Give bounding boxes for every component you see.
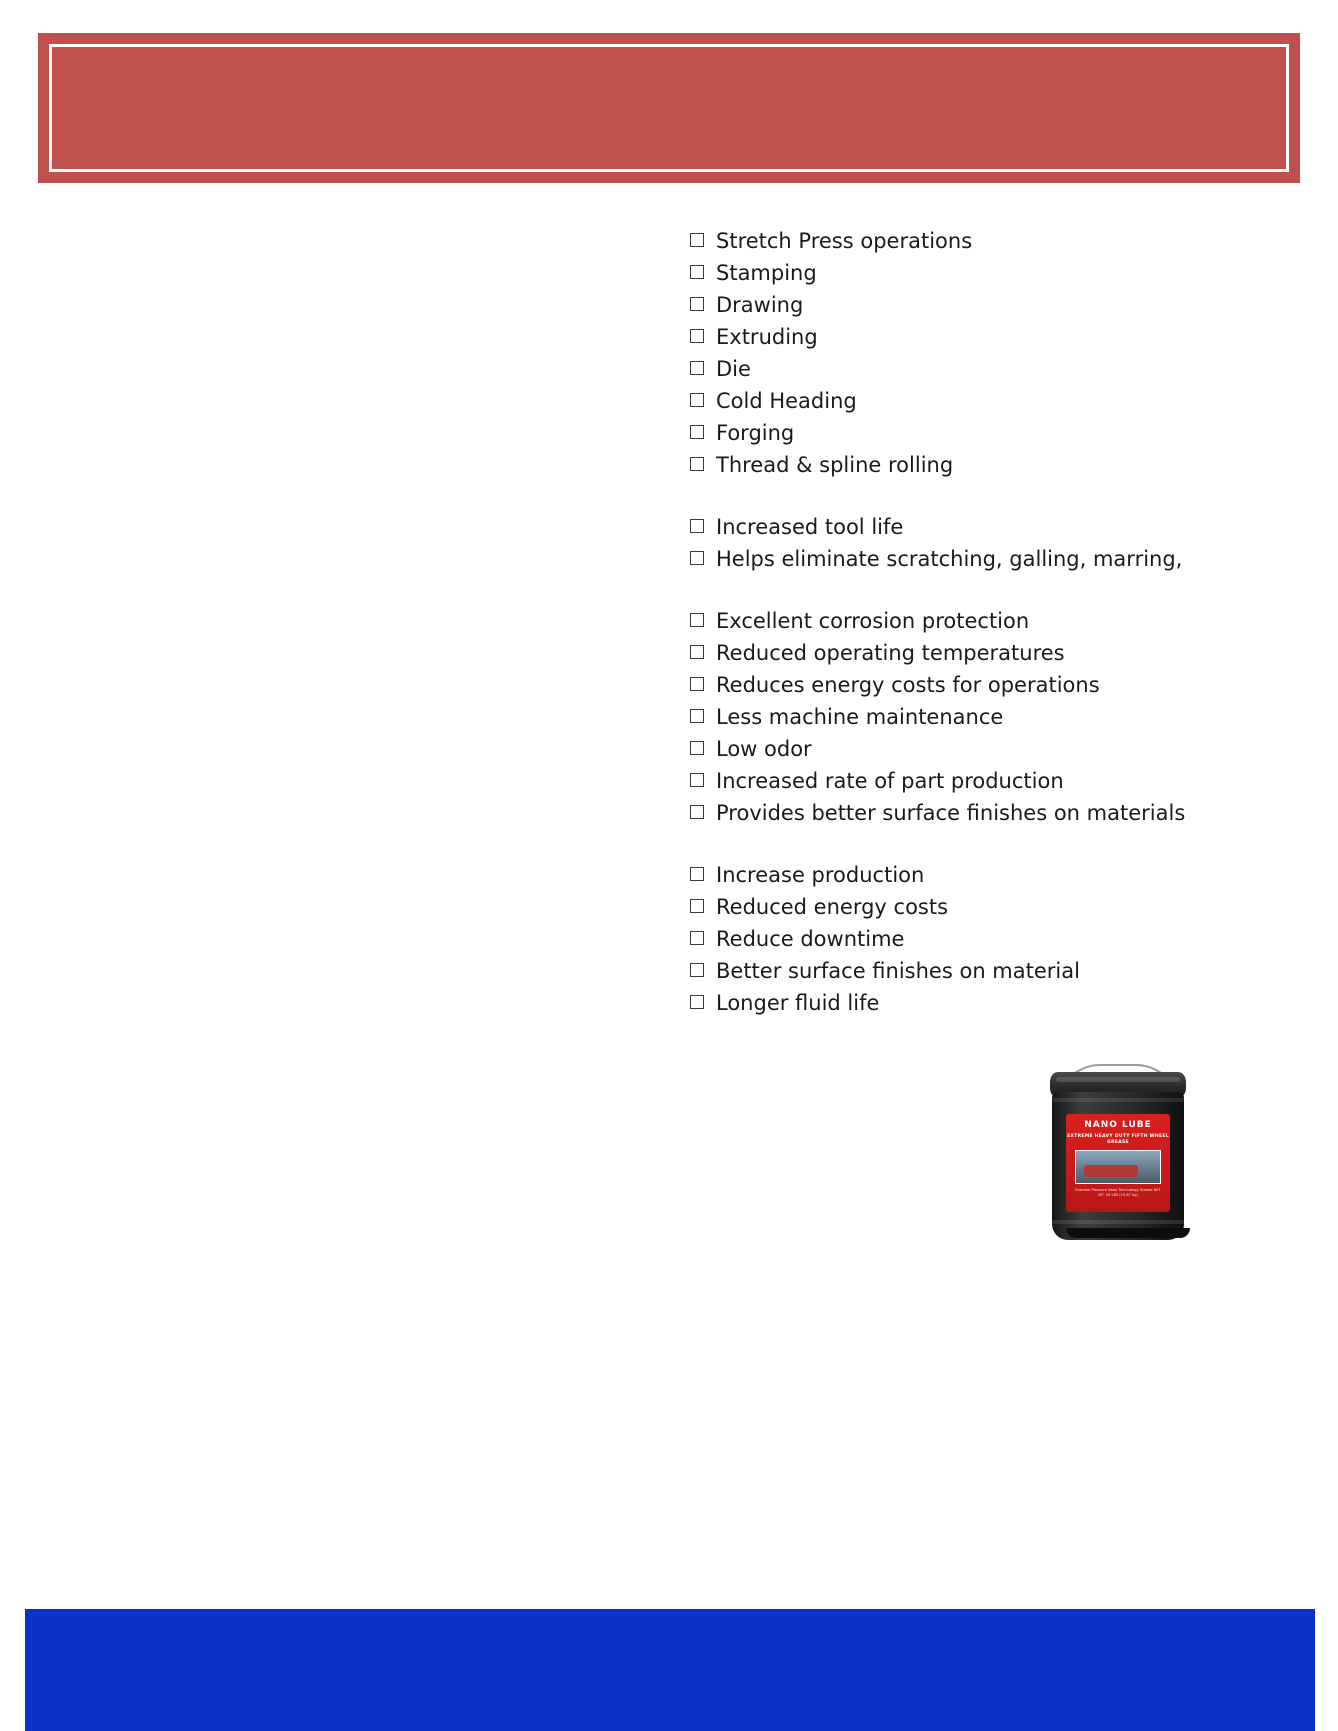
checkbox-icon[interactable] [690, 963, 704, 977]
checkbox-icon[interactable] [690, 645, 704, 659]
checkbox-icon[interactable] [690, 613, 704, 627]
checkbox-icon[interactable] [690, 297, 704, 311]
list-item [690, 605, 1300, 637]
checkbox-icon[interactable] [690, 457, 704, 471]
list-item [690, 923, 1300, 955]
checkbox-icon[interactable] [690, 233, 704, 247]
checkbox-icon[interactable] [690, 741, 704, 755]
list-item-label: Thread & spline rolling [716, 453, 954, 477]
checkbox-icon[interactable] [690, 805, 704, 819]
list-item-label: Reduced energy costs [716, 895, 949, 919]
checkbox-icon[interactable] [690, 425, 704, 439]
list-item [690, 225, 1300, 257]
list-item-label: Helps eliminate scratching, galling, marring, [716, 547, 1183, 571]
checkbox-icon[interactable] [690, 899, 704, 913]
checklist-group-operational-benefits [690, 605, 1300, 829]
list-item-label: Stretch Press operations [716, 229, 973, 253]
list-item [690, 257, 1300, 289]
list-item-label: Extruding [716, 325, 818, 349]
product-image-pail [1042, 1046, 1194, 1250]
checklist-group-tooling-benefits [690, 511, 1300, 575]
list-item-label: Less machine maintenance [716, 705, 1004, 729]
pail-body [1052, 1092, 1184, 1240]
checkbox-icon[interactable] [690, 867, 704, 881]
checkbox-icon[interactable] [690, 995, 704, 1009]
pail-fine-print: Extreme Pressure Nano Technology Grease NET WT. 35 LBS (15.87 kg) [1075, 1188, 1161, 1197]
checklist-content [690, 225, 1300, 1019]
list-item [690, 669, 1300, 701]
checklist-group-applications [690, 225, 1300, 481]
list-item [690, 797, 1300, 829]
footer-bar [25, 1609, 1315, 1731]
pail-ring [1052, 1098, 1184, 1102]
checkbox-icon[interactable] [690, 329, 704, 343]
pail-label-photo [1075, 1150, 1161, 1184]
list-item [690, 765, 1300, 797]
checklist-group-bottom-line-benefits [690, 859, 1300, 1019]
list-item-label: Low odor [716, 737, 812, 761]
pail-label [1066, 1114, 1170, 1212]
list-item-label: Forging [716, 421, 795, 445]
list-item [690, 733, 1300, 765]
list-item-label: Increase production [716, 863, 925, 887]
checkbox-icon[interactable] [690, 551, 704, 565]
list-item-label: Longer fluid life [716, 991, 880, 1015]
pail-brand-text: NANO LUBE [1084, 1120, 1152, 1130]
list-item [690, 955, 1300, 987]
list-item-label: Drawing [716, 293, 804, 317]
checkbox-icon[interactable] [690, 709, 704, 723]
list-item [690, 417, 1300, 449]
pail-subtitle-text: EXTREME HEAVY DUTY FIFTH WHEEL GREASE [1067, 1134, 1169, 1145]
list-item-label: Reduces energy costs for operations [716, 673, 1100, 697]
header-banner [38, 33, 1300, 183]
checkbox-icon[interactable] [690, 519, 704, 533]
list-item-label: Stamping [716, 261, 817, 285]
checkbox-icon[interactable] [690, 393, 704, 407]
list-item [690, 859, 1300, 891]
list-item [690, 385, 1300, 417]
list-item-label: Increased rate of part production [716, 769, 1064, 793]
header-banner-border [49, 44, 1289, 172]
list-item-label: Provides better surface finishes on materials [716, 801, 1186, 825]
checkbox-icon[interactable] [690, 773, 704, 787]
list-item [690, 511, 1300, 543]
list-item [690, 353, 1300, 385]
list-item [690, 321, 1300, 353]
list-item-label: Reduce downtime [716, 927, 905, 951]
list-item-label: Increased tool life [716, 515, 904, 539]
list-item [690, 637, 1300, 669]
checkbox-icon[interactable] [690, 677, 704, 691]
list-item [690, 987, 1300, 1019]
list-item [690, 449, 1300, 481]
list-item [690, 289, 1300, 321]
list-item-label: Excellent corrosion protection [716, 609, 1030, 633]
pail-base [1066, 1228, 1190, 1238]
list-item-label: Better surface finishes on material [716, 959, 1080, 983]
list-item [690, 891, 1300, 923]
checkbox-icon[interactable] [690, 931, 704, 945]
list-item [690, 543, 1300, 575]
pail-ring [1052, 1220, 1184, 1224]
checkbox-icon[interactable] [690, 265, 704, 279]
list-item [690, 701, 1300, 733]
list-item-label: Cold Heading [716, 389, 857, 413]
list-item-label: Die [716, 357, 751, 381]
checkbox-icon[interactable] [690, 361, 704, 375]
list-item-label: Reduced operating temperatures [716, 641, 1065, 665]
